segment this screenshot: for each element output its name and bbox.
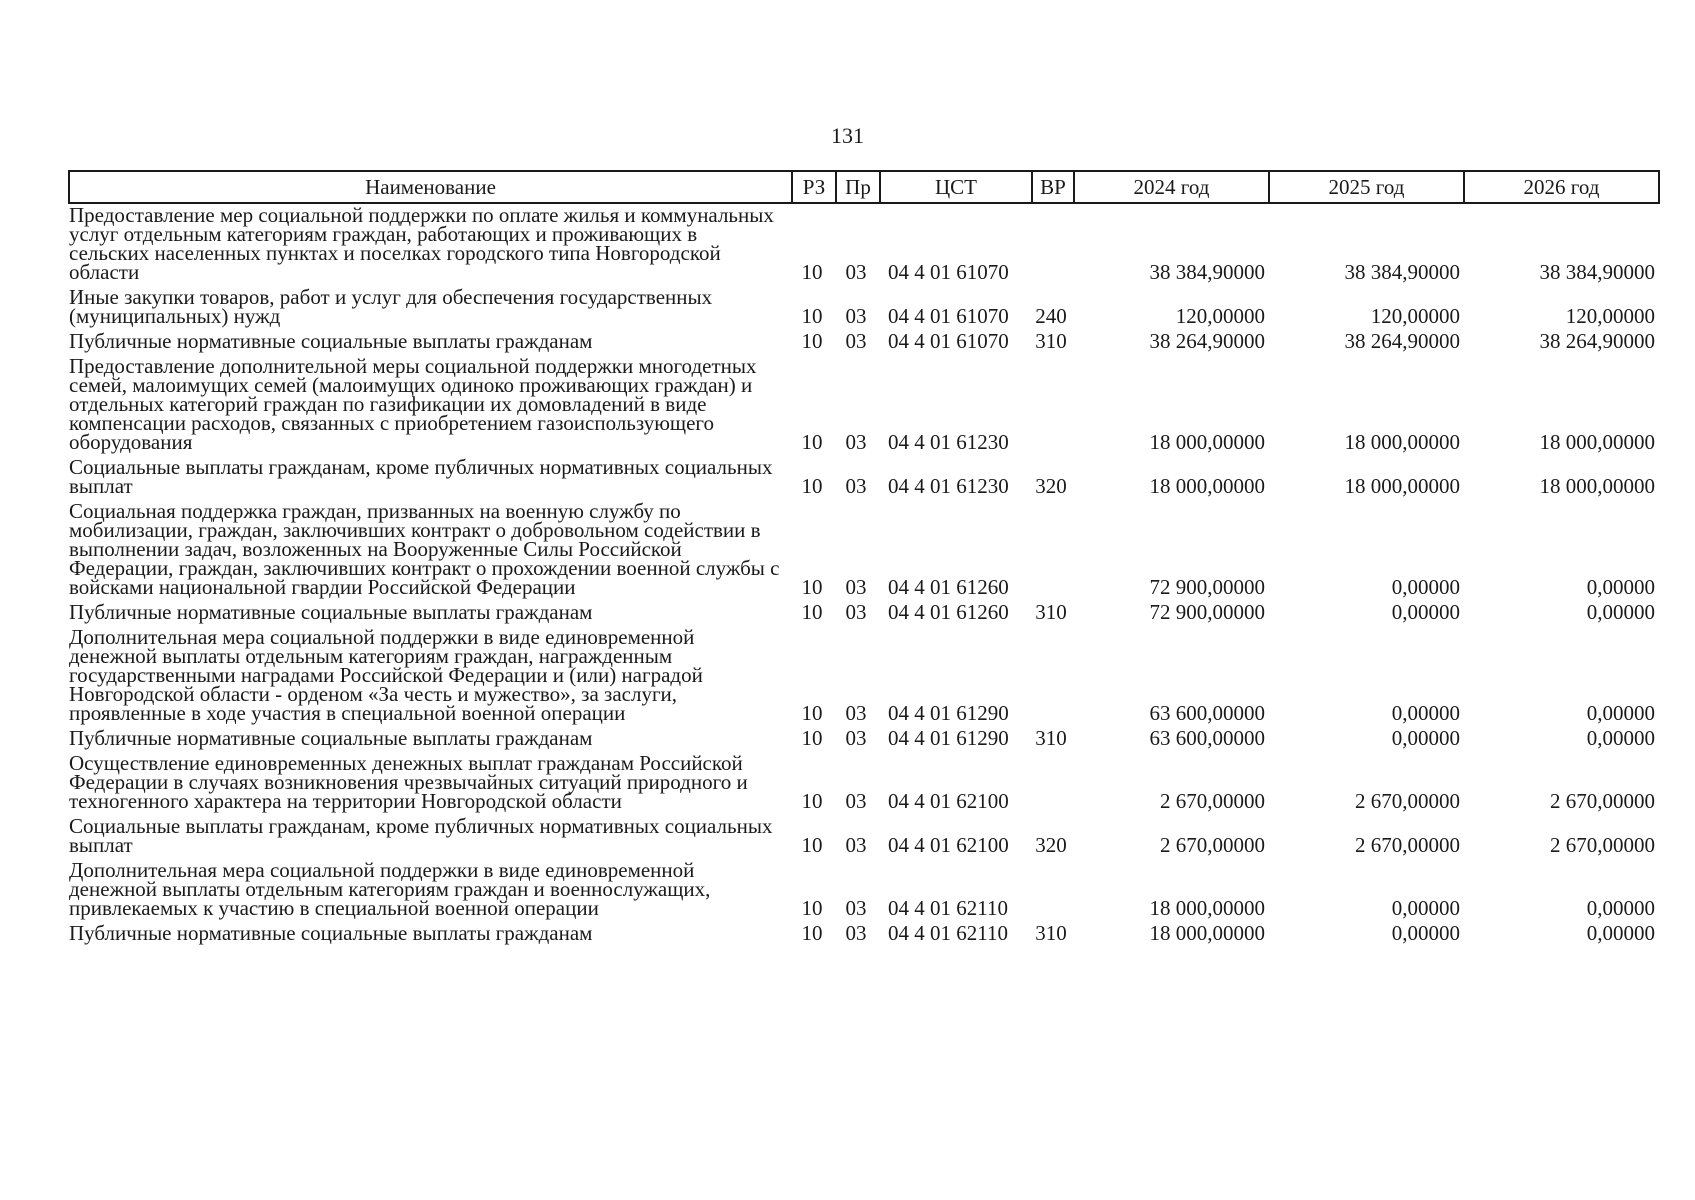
- cell-2026: 0,00000: [1586, 701, 1655, 725]
- cell-pr: 03: [845, 304, 867, 328]
- cell-cst: 04 4 01 61070: [888, 260, 1009, 284]
- table-row: [69, 601, 1659, 626]
- cell-pr: 03: [845, 329, 867, 353]
- header-pr: Пр: [836, 171, 880, 203]
- cell-name: Социальные выплаты гражданам, кроме публичных нормативных социальных выплат: [69, 455, 773, 498]
- cell-vr: [1032, 859, 1074, 922]
- cell-pr: 03: [845, 701, 867, 725]
- cell-2025: 38 384,90000: [1344, 260, 1460, 284]
- cell-2025: 38 264,90000: [1344, 329, 1460, 353]
- cell-rz: 10: [801, 701, 823, 725]
- cell-rz: 10: [801, 260, 823, 284]
- cell-name: Осуществление единовременных денежных выплат гражданам Российской Федерации в случаях возникновения чрезвычайных ситуаций природного и техногенного характера на территории Новгородской области: [69, 751, 748, 813]
- cell-vr: 240: [1035, 304, 1067, 328]
- cell-2026: 0,00000: [1586, 726, 1655, 750]
- cell-cst: 04 4 01 61290: [888, 726, 1009, 750]
- cell-pr: 03: [845, 474, 867, 498]
- cell-rz: 10: [801, 575, 823, 599]
- header-2024: 2024 год: [1074, 171, 1269, 203]
- cell-2024: 18 000,00000: [1149, 896, 1265, 920]
- table-row: [69, 859, 1659, 922]
- cell-rz: 10: [801, 600, 823, 624]
- cell-2026: 0,00000: [1586, 600, 1655, 624]
- cell-rz: 10: [801, 430, 823, 454]
- cell-cst: 04 4 01 61070: [888, 304, 1009, 328]
- cell-name: Дополнительная мера социальной поддержки в виде единовременной денежной выплаты отдельным категориям граждан, награжденным государственными наградами Российской Федерации и (или) наградой Новгородской области - орденом «За честь и мужество», за заслуги, проявленные в ходе участия в специальной военной операции: [69, 625, 703, 725]
- cell-vr: 310: [1035, 726, 1067, 750]
- cell-name: Дополнительная мера социальной поддержки в виде единовременной денежной выплаты отдельным категориям граждан и военнослужащих, привлекаемых к участию в специальной военной операции: [69, 858, 711, 920]
- cell-2024: 18 000,00000: [1149, 474, 1265, 498]
- cell-name: Социальная поддержка граждан, призванных на военную службу по мобилизации, граждан, заключивших контракт о добровольном содействии в выполнении задач, возложенных на Вооруженные Силы Российской Федерации, граждан, заключивших контракт о прохождении военной службы с войсками национальной гвардии Российской Федерации: [69, 499, 780, 599]
- table-row: [69, 727, 1659, 752]
- cell-vr: 320: [1035, 833, 1067, 857]
- cell-rz: 10: [801, 474, 823, 498]
- cell-name: Социальные выплаты гражданам, кроме публичных нормативных социальных выплат: [69, 814, 773, 857]
- cell-pr: 03: [845, 430, 867, 454]
- cell-rz: 10: [801, 789, 823, 813]
- cell-2026: 38 384,90000: [1539, 260, 1655, 284]
- cell-pr: 03: [845, 789, 867, 813]
- cell-vr: 310: [1035, 921, 1067, 945]
- cell-vr: [1032, 355, 1074, 456]
- cell-rz: 10: [801, 921, 823, 945]
- table-header-row: [69, 171, 1659, 203]
- cell-2025: 2 670,00000: [1355, 789, 1460, 813]
- cell-vr: 320: [1035, 474, 1067, 498]
- cell-2026: 0,00000: [1586, 575, 1655, 599]
- header-2026: 2026 год: [1464, 171, 1659, 203]
- cell-2024: 38 264,90000: [1149, 329, 1265, 353]
- table-body: [69, 203, 1659, 947]
- cell-name: Публичные нормативные социальные выплаты гражданам: [69, 600, 593, 624]
- cell-rz: 10: [801, 726, 823, 750]
- cell-2025: 0,00000: [1391, 575, 1460, 599]
- cell-2024: 63 600,00000: [1149, 701, 1265, 725]
- cell-pr: 03: [845, 921, 867, 945]
- table-row: [69, 286, 1659, 330]
- cell-2025: 18 000,00000: [1344, 474, 1460, 498]
- table-row: [69, 355, 1659, 456]
- cell-vr: [1032, 203, 1074, 286]
- cell-2025: 0,00000: [1391, 701, 1460, 725]
- cell-2024: 72 900,00000: [1149, 600, 1265, 624]
- cell-2026: 38 264,90000: [1539, 329, 1655, 353]
- table-row: [69, 752, 1659, 815]
- cell-2024: 18 000,00000: [1149, 430, 1265, 454]
- cell-2026: 18 000,00000: [1539, 430, 1655, 454]
- table-row: [69, 815, 1659, 859]
- cell-name: Предоставление дополнительной меры социальной поддержки многодетных семей, малоимущих семей (малоимущих одиноко проживающих граждан) и отдельных категорий граждан по газификации их домовладений в виде компенсации расходов, связанных с приобретением газоиспользующего оборудования: [69, 354, 757, 454]
- cell-name: Публичные нормативные социальные выплаты гражданам: [69, 726, 593, 750]
- cell-cst: 04 4 01 61260: [888, 600, 1009, 624]
- cell-pr: 03: [845, 833, 867, 857]
- cell-2025: 18 000,00000: [1344, 430, 1460, 454]
- cell-vr: 310: [1035, 329, 1067, 353]
- cell-vr: [1032, 500, 1074, 601]
- header-rz: РЗ: [792, 171, 836, 203]
- cell-vr: [1032, 752, 1074, 815]
- table-row: [69, 500, 1659, 601]
- cell-pr: 03: [845, 260, 867, 284]
- cell-name: Иные закупки товаров, работ и услуг для обеспечения государственных (муниципальных) нужд: [69, 285, 713, 328]
- cell-2026: 0,00000: [1586, 896, 1655, 920]
- cell-vr: 310: [1035, 600, 1067, 624]
- cell-pr: 03: [845, 600, 867, 624]
- cell-2026: 2 670,00000: [1550, 833, 1655, 857]
- cell-2024: 2 670,00000: [1160, 789, 1265, 813]
- table-row: [69, 203, 1659, 286]
- cell-2026: 120,00000: [1565, 304, 1655, 328]
- cell-name: Публичные нормативные социальные выплаты гражданам: [69, 329, 593, 353]
- cell-cst: 04 4 01 62100: [888, 789, 1009, 813]
- cell-2024: 38 384,90000: [1149, 260, 1265, 284]
- cell-pr: 03: [845, 575, 867, 599]
- header-2025: 2025 год: [1269, 171, 1464, 203]
- table-row: [69, 626, 1659, 727]
- page-number: 131: [831, 123, 864, 148]
- cell-cst: 04 4 01 61070: [888, 329, 1009, 353]
- cell-2025: 0,00000: [1391, 726, 1460, 750]
- cell-cst: 04 4 01 61290: [888, 701, 1009, 725]
- cell-rz: 10: [801, 329, 823, 353]
- cell-2026: 18 000,00000: [1539, 474, 1655, 498]
- cell-2024: 18 000,00000: [1149, 921, 1265, 945]
- budget-table: [68, 170, 1660, 947]
- cell-pr: 03: [845, 896, 867, 920]
- cell-2025: 0,00000: [1391, 896, 1460, 920]
- cell-2024: 2 670,00000: [1160, 833, 1265, 857]
- cell-cst: 04 4 01 61230: [888, 474, 1009, 498]
- cell-2025: 0,00000: [1391, 600, 1460, 624]
- cell-2024: 63 600,00000: [1149, 726, 1265, 750]
- table-row: [69, 922, 1659, 947]
- header-vr: ВР: [1032, 171, 1074, 203]
- cell-rz: 10: [801, 304, 823, 328]
- cell-name: Публичные нормативные социальные выплаты гражданам: [69, 921, 593, 945]
- cell-cst: 04 4 01 61230: [888, 430, 1009, 454]
- cell-cst: 04 4 01 62110: [888, 921, 1008, 945]
- table-row: [69, 330, 1659, 355]
- header-name: Наименование: [69, 171, 792, 203]
- table-row: [69, 456, 1659, 500]
- cell-2025: 2 670,00000: [1355, 833, 1460, 857]
- cell-cst: 04 4 01 61260: [888, 575, 1009, 599]
- cell-pr: 03: [845, 726, 867, 750]
- cell-2025: 0,00000: [1391, 921, 1460, 945]
- cell-rz: 10: [801, 896, 823, 920]
- cell-2024: 120,00000: [1175, 304, 1265, 328]
- cell-vr: [1032, 626, 1074, 727]
- cell-2024: 72 900,00000: [1149, 575, 1265, 599]
- header-cst: ЦСТ: [880, 171, 1032, 203]
- cell-name: Предоставление мер социальной поддержки по оплате жилья и коммунальных услуг отдельным категориям граждан, работающих и проживающих в сельских населенных пунктах и поселках городского типа Новгородской области: [69, 203, 774, 284]
- cell-2026: 0,00000: [1586, 921, 1655, 945]
- cell-2025: 120,00000: [1370, 304, 1460, 328]
- cell-cst: 04 4 01 62110: [888, 896, 1008, 920]
- cell-rz: 10: [801, 833, 823, 857]
- cell-cst: 04 4 01 62100: [888, 833, 1009, 857]
- cell-2026: 2 670,00000: [1550, 789, 1655, 813]
